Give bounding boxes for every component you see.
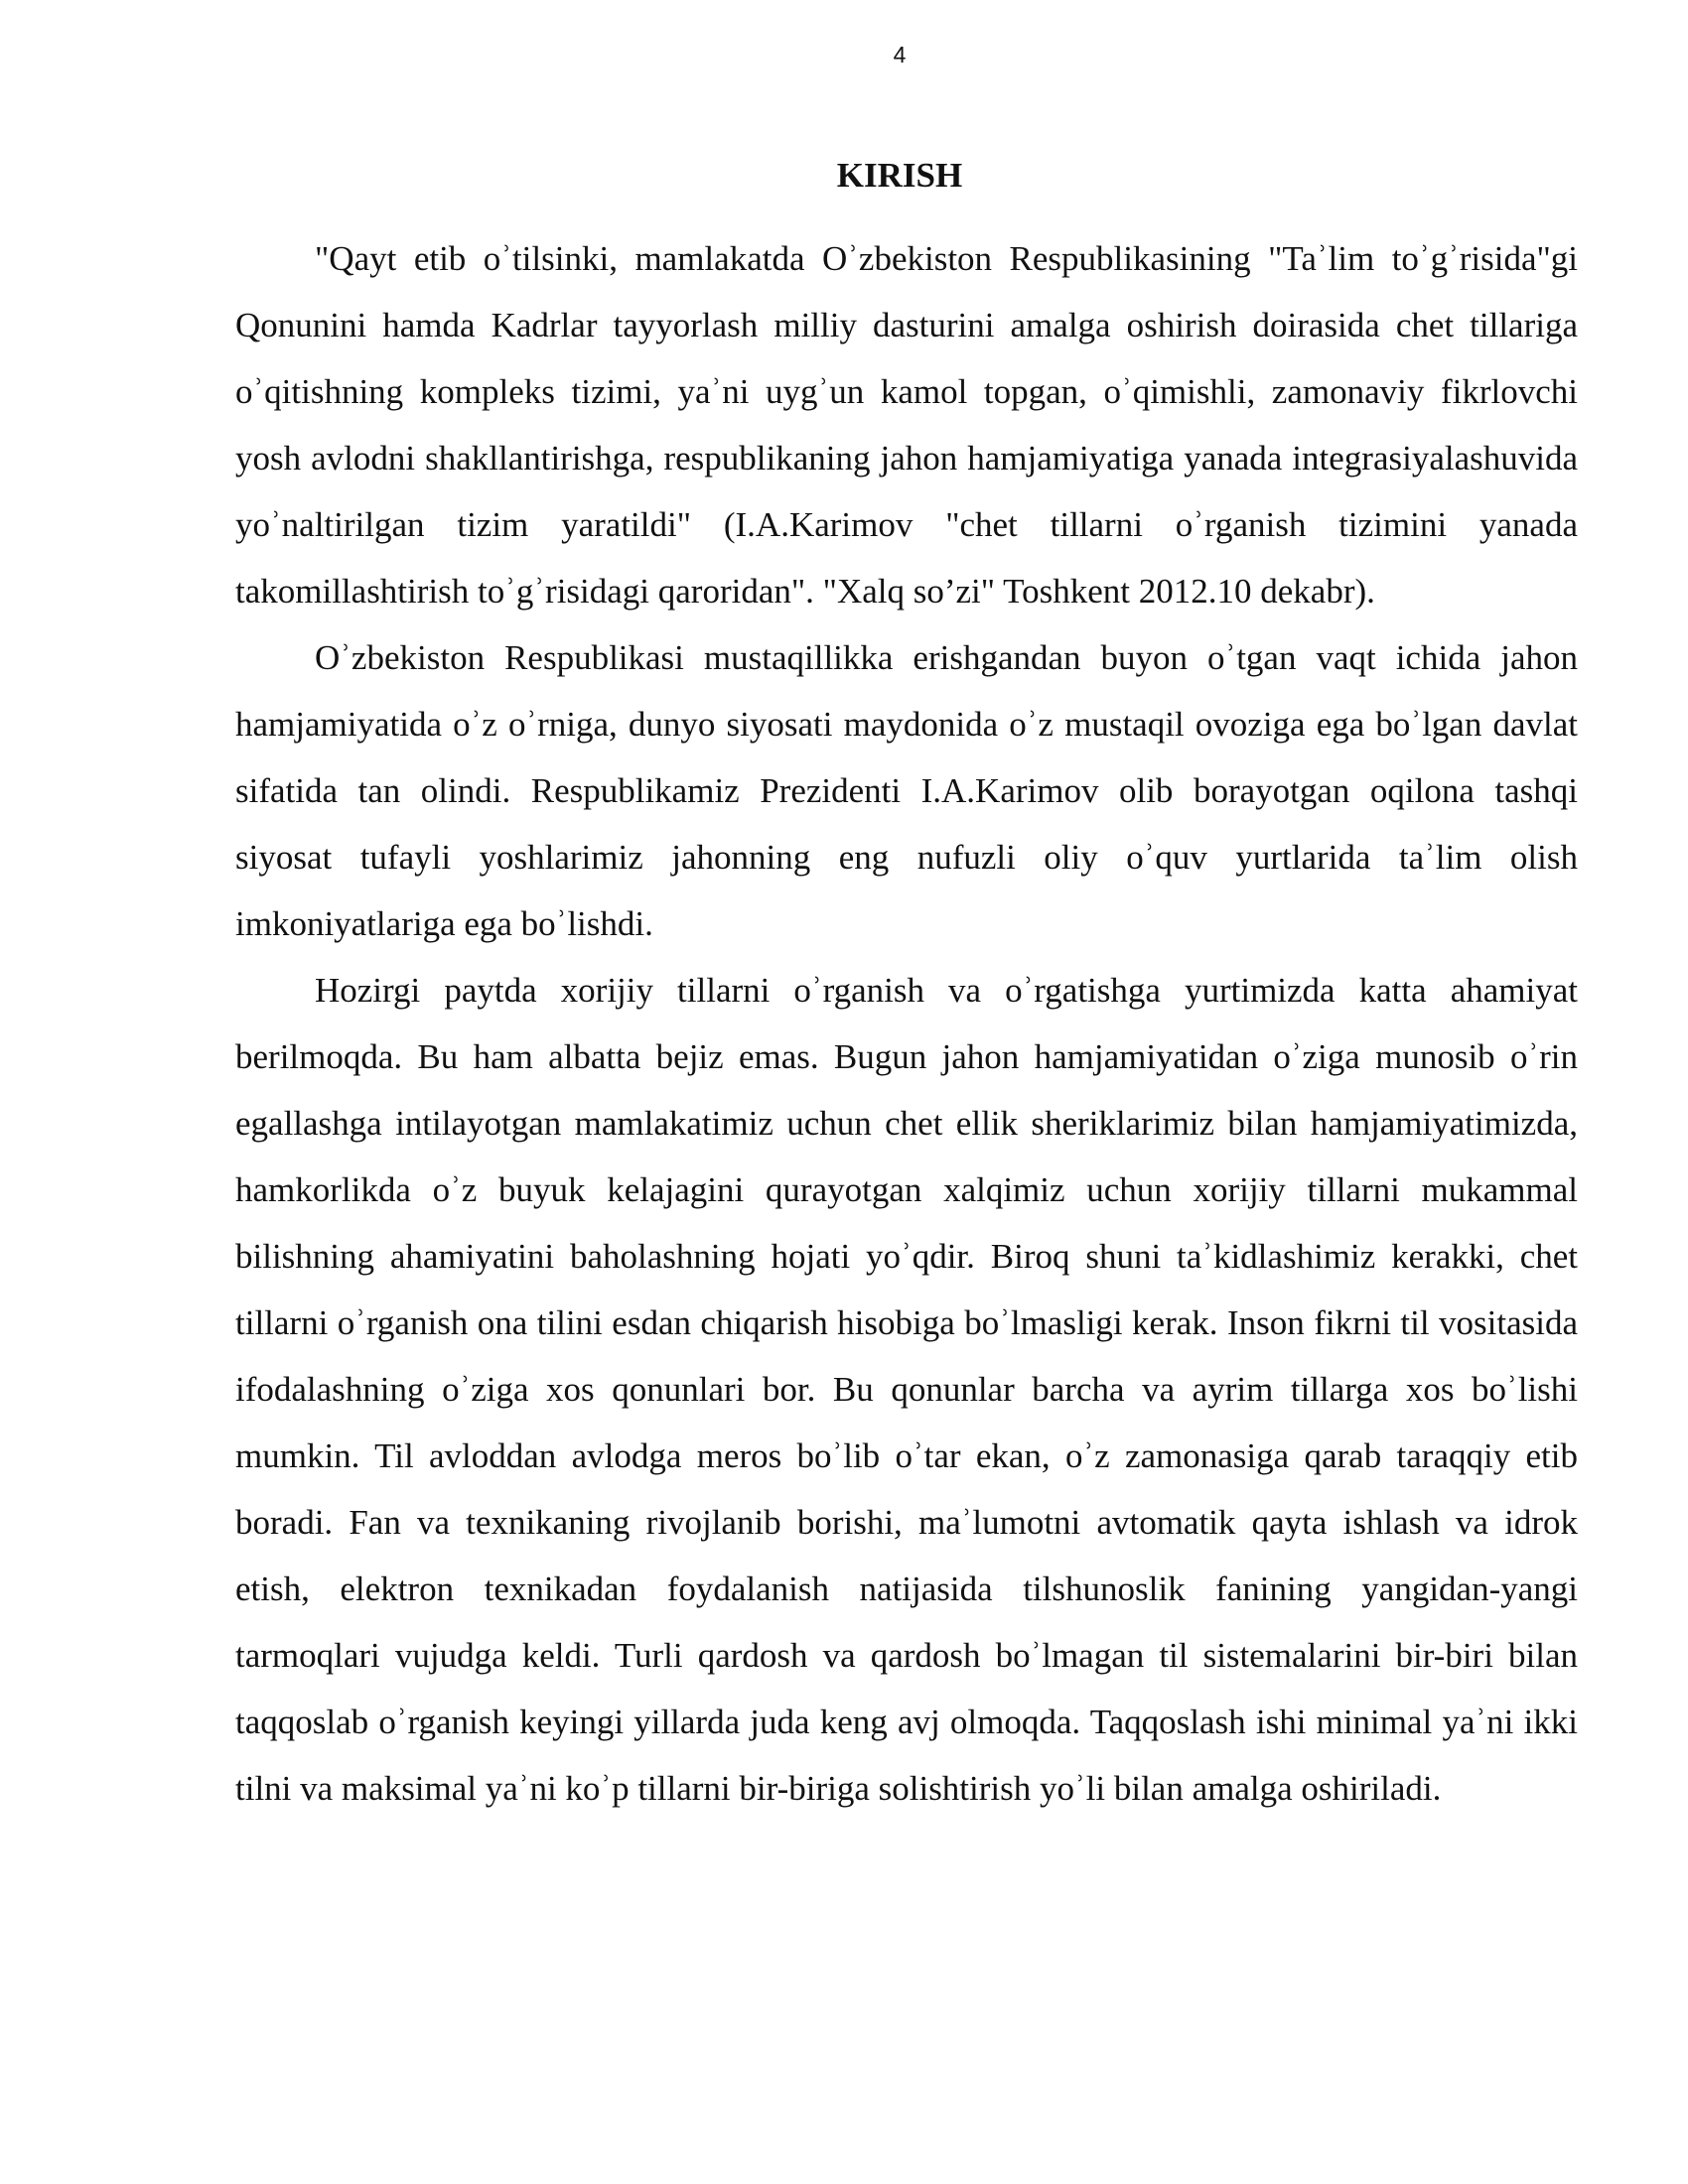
page-number: 4: [893, 42, 907, 68]
paragraph-3: Hozirgi paytda xorijiy tillarni oʾrganish va oʾrgatishga yurtimizda katta ahamiyat berilmoqda. Bu ham albatta bejiz emas. Bugun jahon hamjamiyatidan oʾziga munosib oʾrin egallashga intilayotgan mamlakatimiz uchun chet ellik sheriklarimiz bilan hamjamiyatimizda, hamkorlikda oʾz buyuk kelajagini qurayotgan xalqimiz uchun xorijiy tillarni mukammal bilishning ahamiyatini baholashning hojati yoʾqdir. Biroq shuni taʾkidlashimiz kerakki, chet tillarni oʾrganish ona tilini esdan chiqarish hisobiga boʾlmasligi kerak. Inson fikrni til vositasida ifodalashning oʾziga xos qonunlari bor. Bu qonunlar barcha va ayrim tillarga xos boʾlishi mumkin. Til avloddan avlodga meros boʾlib oʾtar ekan, oʾz zamonasiga qarab taraqqiy etib boradi. Fan va texnikaning rivojlanib borishi, maʾlumotni avtomatik qayta ishlash va idrok etish, elektron texnikadan foydalanish natijasida tilshunoslik fanining yangidan-yangi tarmoqlari vujudga keldi. Turli qardosh va qardosh boʾlmagan til sistemalarini bir-biri bilan taqqoslab oʾrganish keyingi yillarda juda keng avj olmoqda. Taqqoslash ishi minimal yaʾni ikki tilni va maksimal yaʾni koʾp tillarni bir-biriga solishtirish yoʾli bilan amalga oshiriladi.: [235, 971, 1578, 1808]
body-text: [235, 225, 1578, 1822]
section-title: KIRISH: [836, 156, 963, 195]
paragraph-2: Oʾzbekiston Respublikasi mustaqillikka erishgandan buyon oʾtgan vaqt ichida jahon hamjamiyatida oʾz oʾrniga, dunyo siyosati maydonida oʾz mustaqil ovoziga ega boʾlgan davlat sifatida tan olindi. Respublikamiz Prezidenti I.A.Karimov olib borayotgan oqilona tashqi siyosat tufayli yoshlarimiz jahonning eng nufuzli oliy oʾquv yurtlarida taʾlim olish imkoniyatlariga ega boʾlishdi.: [235, 638, 1578, 943]
paragraph-1: "Qayt etib oʾtilsinki, mamlakatda Oʾzbekiston Respublikasining "Taʾlim toʾgʾrisida"gi Qonunini hamda Kadrlar tayyorlash milliy dasturini amalga oshirish doirasida chet tillariga oʾqitishning kompleks tizimi, yaʾni uygʾun kamol topgan, oʾqimishli, zamonaviy fikrlovchi yosh avlodni shakllantirishga, respublikaning jahon hamjamiyatiga yanada integrasiyalashuvida yoʾnaltirilgan tizim yaratildi" (I.A.Karimov "chet tillarni oʾrganish tizimini yanada takomillashtirish toʾgʾrisidagi qaroridan". "Xalq so’zi" Toshkent 2012.10 dekabr).: [235, 239, 1578, 611]
